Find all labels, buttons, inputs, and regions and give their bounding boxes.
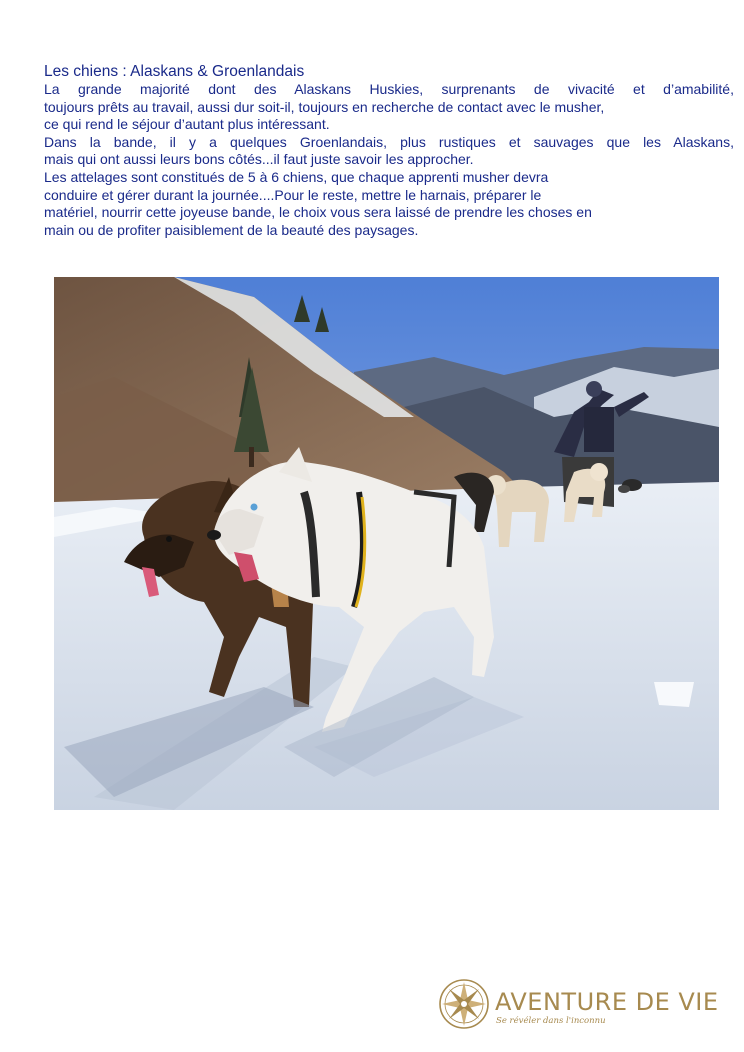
body-line: Dans la bande, il y a quelques Groenlandais, plus rustiques et sauvages que les Alaskans,	[44, 133, 734, 150]
body-line: conduire et gérer durant la journée....Pour le reste, mettre le harnais, préparer le	[44, 186, 542, 203]
body-line: matériel, nourrir cette joyeuse bande, le choix vous sera laissé de prendre les choses en	[44, 204, 592, 221]
sled-dogs-illustration	[54, 277, 719, 810]
brand-logo[interactable]	[438, 978, 728, 1032]
body-line: Les attelages sont constitués de 5 à 6 chiens, que chaque apprenti musher devra	[44, 168, 549, 185]
article-body	[44, 81, 734, 239]
brand-tagline: Se révéler dans l'inconnu	[496, 1016, 606, 1026]
body-line: toujours prêts au travail, aussi dur soit-il, toujours en recherche de contact avec le musher,	[44, 98, 605, 115]
body-line: main ou de profiter paisiblement de la beauté des paysages.	[44, 221, 419, 238]
body-line: ce qui rend le séjour d’autant plus intéressant.	[44, 116, 330, 133]
sled-dogs-photo	[54, 277, 719, 810]
brand-name: AVENTURE DE VIE	[495, 988, 719, 1016]
body-line: La grande majorité dont des Alaskans Huskies, surprenants de vivacité et d’amabilité,	[44, 81, 734, 97]
body-line: mais qui ont aussi leurs bons côtés...il faut juste savoir les approcher.	[44, 151, 474, 168]
compass-icon	[438, 978, 490, 1030]
section-title: Les chiens : Alaskans & Groenlandais	[44, 63, 305, 80]
